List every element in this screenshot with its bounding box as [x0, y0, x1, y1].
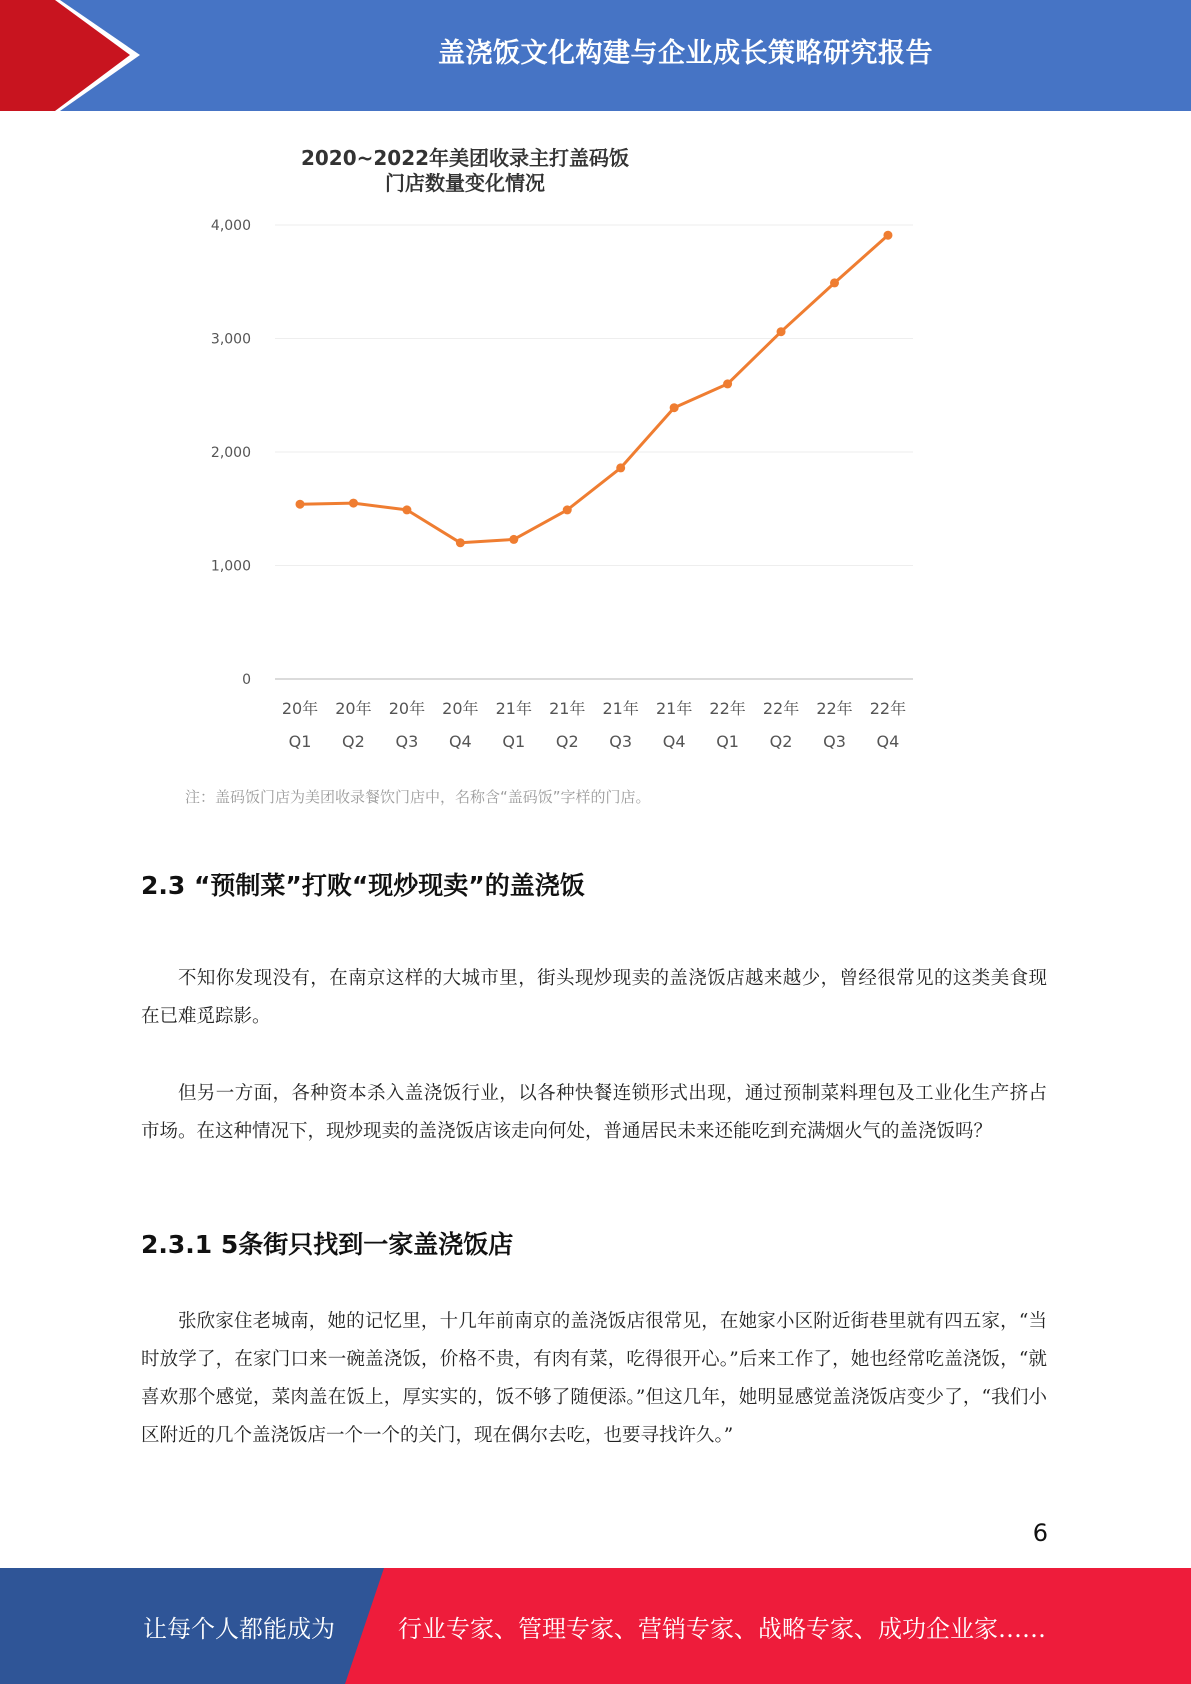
series-line: [300, 235, 888, 543]
x-tick-label-year: 21年: [549, 699, 586, 718]
data-point: [509, 535, 518, 544]
x-tick-label-quarter: Q2: [342, 732, 365, 751]
x-tick-label-quarter: Q1: [288, 732, 312, 751]
footer-slogan-left: 让每个人都能成为: [143, 1614, 335, 1643]
data-point: [616, 463, 625, 472]
x-tick-label-quarter: Q3: [823, 732, 846, 751]
data-point: [723, 379, 732, 388]
x-tick-label-year: 22年: [762, 699, 800, 718]
chart-title-line1: 2020~2022年美团收录主打盖码饭: [300, 146, 630, 170]
paragraph-3: 张欣家住老城南，她的记忆里，十几年前南京的盖浇饭店很常见，在她家小区附近街巷里就有四五家，“当时放学了，在家门口来一碗盖浇饭，价格不贵，有肉有菜，吃得很开心。”后来工作了，她也经常吃盖浇饭，“就喜欢那个感觉，菜肉盖在饭上，厚实实的，饭不够了随便添。”但这几年，她明显感觉盖浇饭店变少了，“我们小区附近的几个盖浇饭店一个一个的关门，现在偶尔去吃，也要寻找许久。”: [141, 1311, 1047, 1446]
section-heading-2-3: 2.3 “预制菜”打败“现炒现卖”的盖浇饭: [141, 871, 585, 900]
x-tick-label-year: 20年: [281, 699, 319, 718]
paragraph-2: 但另一方面，各种资本杀入盖浇饭行业，以各种快餐连锁形式出现，通过预制菜料理包及工业化生产挤占市场。在这种情况下，现炒现卖的盖浇饭店该走向何处，普通居民未来还能吃到充满烟火气的盖浇饭吗？: [141, 1083, 1047, 1142]
page-number: 6: [1032, 1519, 1048, 1547]
line-chart-svg: [185, 140, 925, 780]
data-point: [456, 538, 465, 547]
x-tick-label-year: 22年: [816, 699, 853, 718]
y-tick-label: 3,000: [210, 331, 251, 348]
data-point: [296, 500, 305, 509]
x-tick-label-quarter: Q4: [448, 732, 472, 751]
y-tick-label: 1,000: [210, 558, 251, 575]
data-point: [777, 327, 786, 336]
data-point: [830, 278, 839, 287]
y-tick-label: 4,000: [210, 218, 251, 234]
x-tick-label-year: 21年: [655, 699, 693, 718]
paragraph-1: 不知你发现没有，在南京这样的大城市里，街头现炒现卖的盖浇饭店越来越少，曾经很常见的这类美食现在已难觅踪影。: [141, 968, 1047, 1027]
chart-title-line2: 门店数量变化情况: [385, 171, 545, 195]
header-title: 盖浇饭文化构建与企业成长策略研究报告: [438, 37, 933, 69]
data-point: [883, 231, 892, 240]
data-point: [402, 505, 411, 514]
x-tick-label-year: 20年: [388, 699, 426, 718]
data-point: [349, 499, 358, 508]
data-point: [670, 403, 679, 412]
x-tick-label-year: 22年: [869, 699, 907, 718]
x-tick-label-quarter: Q4: [876, 732, 900, 751]
y-tick-label: 0: [242, 672, 251, 688]
data-point: [563, 505, 572, 514]
section-heading-2-3-1: 2.3.1 5条街只找到一家盖浇饭店: [141, 1230, 514, 1259]
chart-title: [275, 146, 655, 196]
x-tick-label-quarter: Q1: [502, 732, 526, 751]
x-tick-label-year: 20年: [335, 699, 372, 718]
y-tick-label: 2,000: [210, 445, 251, 461]
x-tick-label-quarter: Q1: [716, 732, 739, 751]
x-tick-label-quarter: Q4: [662, 732, 686, 751]
x-tick-label-quarter: Q2: [555, 732, 579, 751]
x-tick-label-year: 20年: [442, 699, 479, 718]
x-tick-label-quarter: Q2: [769, 732, 793, 751]
page-footer: [0, 1568, 1191, 1684]
header-arrow-decoration: [0, 0, 200, 111]
x-tick-label-year: 22年: [709, 699, 746, 718]
page-header: [0, 0, 1191, 111]
x-tick-label-year: 21年: [495, 699, 532, 718]
x-tick-label-year: 21年: [602, 699, 639, 718]
footer-slogan-right: 行业专家、管理专家、营销专家、战略专家、成功企业家……: [398, 1614, 1046, 1643]
x-tick-label-quarter: Q3: [395, 732, 419, 751]
x-tick-label-quarter: Q3: [609, 732, 633, 751]
store-count-chart: [185, 140, 925, 820]
chart-note: 注：盖码饭门店为美团收录餐饮门店中，名称含“盖码饭”字样的门店。: [185, 788, 651, 806]
